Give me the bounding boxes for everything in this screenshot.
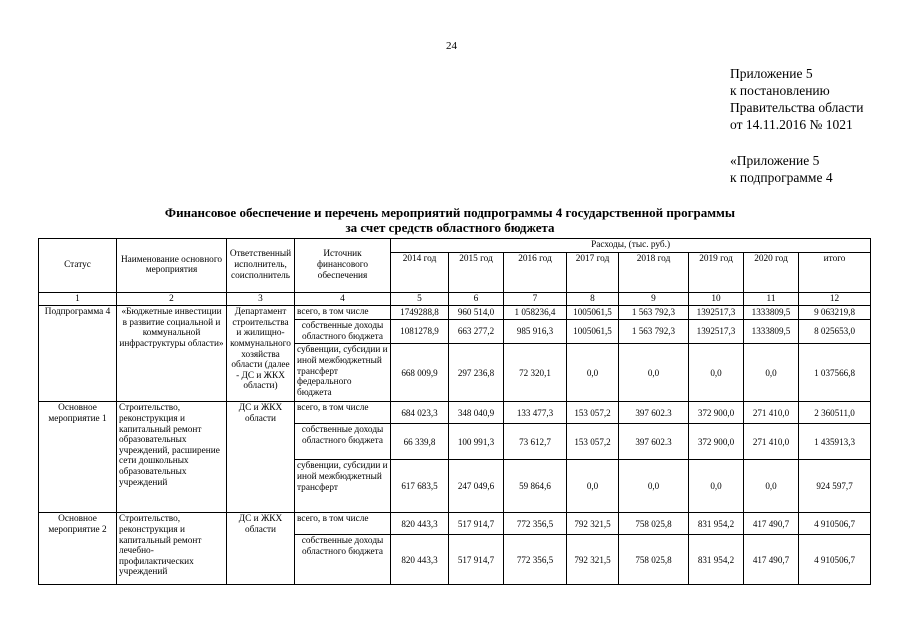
expense-cell: 0,0 bbox=[619, 344, 689, 402]
expense-cell: 772 356,5 bbox=[504, 535, 567, 585]
column-number: 6 bbox=[449, 292, 504, 306]
header-total: итого bbox=[799, 252, 871, 292]
measure-name-cell: Строительство, реконструкция и капитальный ремонт образовательных учреждений, расширение сети дошкольных образовательных учреждений bbox=[117, 402, 227, 513]
expense-cell: 0,0 bbox=[567, 344, 619, 402]
expense-cell: 1005061,5 bbox=[567, 306, 619, 320]
expense-cell: 772 356,5 bbox=[504, 513, 567, 535]
appendix-line: Правительства области bbox=[730, 100, 864, 115]
expense-cell: 372 900,0 bbox=[689, 424, 744, 460]
expense-cell: 1749288,8 bbox=[391, 306, 449, 320]
measure-name-cell: «Бюджетные инвестиции в развитие социальной и коммунальной инфраструктуры области» bbox=[117, 306, 227, 402]
expense-cell: 758 025,8 bbox=[619, 535, 689, 585]
executor-cell: Департамент строительства и жилищно-коммунального хозяйства области (далее - ДС и ЖКХ области) bbox=[227, 306, 295, 402]
table-row bbox=[39, 402, 871, 424]
header-name: Наименование основного мероприятия bbox=[117, 239, 227, 293]
status-cell: Основное мероприятие 1 bbox=[39, 402, 117, 513]
executor-cell: ДС и ЖКХ области bbox=[227, 513, 295, 585]
expense-cell: 1333809,5 bbox=[744, 320, 799, 344]
executor-cell: ДС и ЖКХ области bbox=[227, 402, 295, 513]
expense-cell: 271 410,0 bbox=[744, 402, 799, 424]
expense-cell: 831 954,2 bbox=[689, 513, 744, 535]
column-number: 3 bbox=[227, 292, 295, 306]
total-cell: 8 025653,0 bbox=[799, 320, 871, 344]
appendix-header bbox=[730, 65, 863, 133]
expense-cell: 663 277,2 bbox=[449, 320, 504, 344]
status-cell: Основное мероприятие 2 bbox=[39, 513, 117, 585]
header-year: 2018 год bbox=[619, 252, 689, 292]
expense-cell: 831 954,2 bbox=[689, 535, 744, 585]
source-cell: собственные доходы областного бюджета bbox=[295, 424, 391, 460]
column-number: 9 bbox=[619, 292, 689, 306]
expense-cell: 397 602.3 bbox=[619, 402, 689, 424]
expense-cell: 517 914,7 bbox=[449, 513, 504, 535]
total-cell: 924 597,7 bbox=[799, 460, 871, 513]
title-line-1: Финансовое обеспечение и перечень мероприятий подпрограммы 4 государственной программы bbox=[164, 205, 736, 220]
title-line-2: за счет средств областного бюджета bbox=[345, 220, 555, 235]
expense-cell: 66 339,8 bbox=[391, 424, 449, 460]
header-year: 2017 год bbox=[567, 252, 619, 292]
expense-cell: 348 040,9 bbox=[449, 402, 504, 424]
appendix-line: к постановлению bbox=[730, 83, 830, 98]
expense-cell: 417 490,7 bbox=[744, 513, 799, 535]
expense-cell: 59 864,6 bbox=[504, 460, 567, 513]
page-number: 24 bbox=[446, 40, 457, 52]
total-cell: 4 910506,7 bbox=[799, 513, 871, 535]
expense-cell: 0,0 bbox=[567, 460, 619, 513]
total-cell: 4 910506,7 bbox=[799, 535, 871, 585]
source-cell: всего, в том числе bbox=[295, 306, 391, 320]
column-number: 11 bbox=[744, 292, 799, 306]
sub-appendix-line: к подпрограмме 4 bbox=[730, 170, 833, 185]
expense-cell: 668 009,9 bbox=[391, 344, 449, 402]
document-title bbox=[60, 205, 840, 235]
table-row bbox=[39, 306, 871, 320]
measure-name-cell: Строительство, реконструкция и капитальный ремонт лечебно-профилактических учреждений bbox=[117, 513, 227, 585]
column-number: 12 bbox=[799, 292, 871, 306]
column-numbers-row bbox=[39, 292, 871, 306]
sub-appendix-header bbox=[730, 152, 833, 186]
total-cell: 1 037566,8 bbox=[799, 344, 871, 402]
expense-cell: 397 602.3 bbox=[619, 424, 689, 460]
expense-cell: 100 991,3 bbox=[449, 424, 504, 460]
expense-cell: 0,0 bbox=[619, 460, 689, 513]
expense-cell: 758 025,8 bbox=[619, 513, 689, 535]
source-cell: собственные доходы областного бюджета bbox=[295, 535, 391, 585]
expense-cell: 0,0 bbox=[744, 344, 799, 402]
expense-cell: 617 683,5 bbox=[391, 460, 449, 513]
header-year: 2016 год bbox=[504, 252, 567, 292]
header-status: Статус bbox=[39, 239, 117, 293]
header-year: 2014 год bbox=[391, 252, 449, 292]
expense-cell: 153 057,2 bbox=[567, 402, 619, 424]
table-row bbox=[39, 513, 871, 535]
expense-cell: 133 477,3 bbox=[504, 402, 567, 424]
expense-cell: 1005061,5 bbox=[567, 320, 619, 344]
expense-cell: 417 490,7 bbox=[744, 535, 799, 585]
column-number: 10 bbox=[689, 292, 744, 306]
expense-cell: 517 914,7 bbox=[449, 535, 504, 585]
column-number: 8 bbox=[567, 292, 619, 306]
expense-cell: 820 443,3 bbox=[391, 535, 449, 585]
total-cell: 1 435913,3 bbox=[799, 424, 871, 460]
sub-appendix-line: «Приложение 5 bbox=[730, 153, 820, 168]
expense-cell: 0,0 bbox=[689, 460, 744, 513]
expense-cell: 247 049,6 bbox=[449, 460, 504, 513]
header-source: Источник финансового обеспечения bbox=[295, 239, 391, 293]
expense-cell: 960 514,0 bbox=[449, 306, 504, 320]
expense-cell: 297 236,8 bbox=[449, 344, 504, 402]
column-number: 1 bbox=[39, 292, 117, 306]
header-year: 2019 год bbox=[689, 252, 744, 292]
column-number: 7 bbox=[504, 292, 567, 306]
appendix-line: Приложение 5 bbox=[730, 66, 813, 81]
source-cell: субвенции, субсидии и иной межбюджетный трансферт bbox=[295, 460, 391, 513]
header-year: 2020 год bbox=[744, 252, 799, 292]
expense-cell: 0,0 bbox=[744, 460, 799, 513]
expense-cell: 792 321,5 bbox=[567, 513, 619, 535]
expense-cell: 985 916,3 bbox=[504, 320, 567, 344]
expense-cell: 820 443,3 bbox=[391, 513, 449, 535]
expense-cell: 1081278,9 bbox=[391, 320, 449, 344]
expense-cell: 1392517,3 bbox=[689, 306, 744, 320]
total-cell: 9 063219,8 bbox=[799, 306, 871, 320]
expense-cell: 1 563 792,3 bbox=[619, 306, 689, 320]
source-cell: собственные доходы областного бюджета bbox=[295, 320, 391, 344]
source-cell: всего, в том числе bbox=[295, 402, 391, 424]
status-cell: Подпрограмма 4 bbox=[39, 306, 117, 402]
appendix-line: от 14.11.2016 № 1021 bbox=[730, 117, 853, 132]
column-number: 2 bbox=[117, 292, 227, 306]
expense-cell: 1 058236,4 bbox=[504, 306, 567, 320]
expense-cell: 153 057,2 bbox=[567, 424, 619, 460]
column-number: 4 bbox=[295, 292, 391, 306]
expense-cell: 1333809,5 bbox=[744, 306, 799, 320]
expense-cell: 1 563 792,3 bbox=[619, 320, 689, 344]
header-expenses: Расходы, (тыс. руб.) bbox=[391, 239, 871, 253]
expense-cell: 271 410,0 bbox=[744, 424, 799, 460]
header-executor: Ответственный исполнитель, соисполнитель bbox=[227, 239, 295, 293]
expense-cell: 73 612,7 bbox=[504, 424, 567, 460]
expense-cell: 1392517,3 bbox=[689, 320, 744, 344]
source-cell: всего, в том числе bbox=[295, 513, 391, 535]
expense-cell: 792 321,5 bbox=[567, 535, 619, 585]
column-number: 5 bbox=[391, 292, 449, 306]
total-cell: 2 360511,0 bbox=[799, 402, 871, 424]
expense-cell: 372 900,0 bbox=[689, 402, 744, 424]
header-year: 2015 год bbox=[449, 252, 504, 292]
finance-table bbox=[38, 238, 871, 585]
expense-cell: 0,0 bbox=[689, 344, 744, 402]
source-cell: субвенции, субсидии и иной межбюджетный трансферт федерального бюджета bbox=[295, 344, 391, 402]
expense-cell: 72 320,1 bbox=[504, 344, 567, 402]
expense-cell: 684 023,3 bbox=[391, 402, 449, 424]
